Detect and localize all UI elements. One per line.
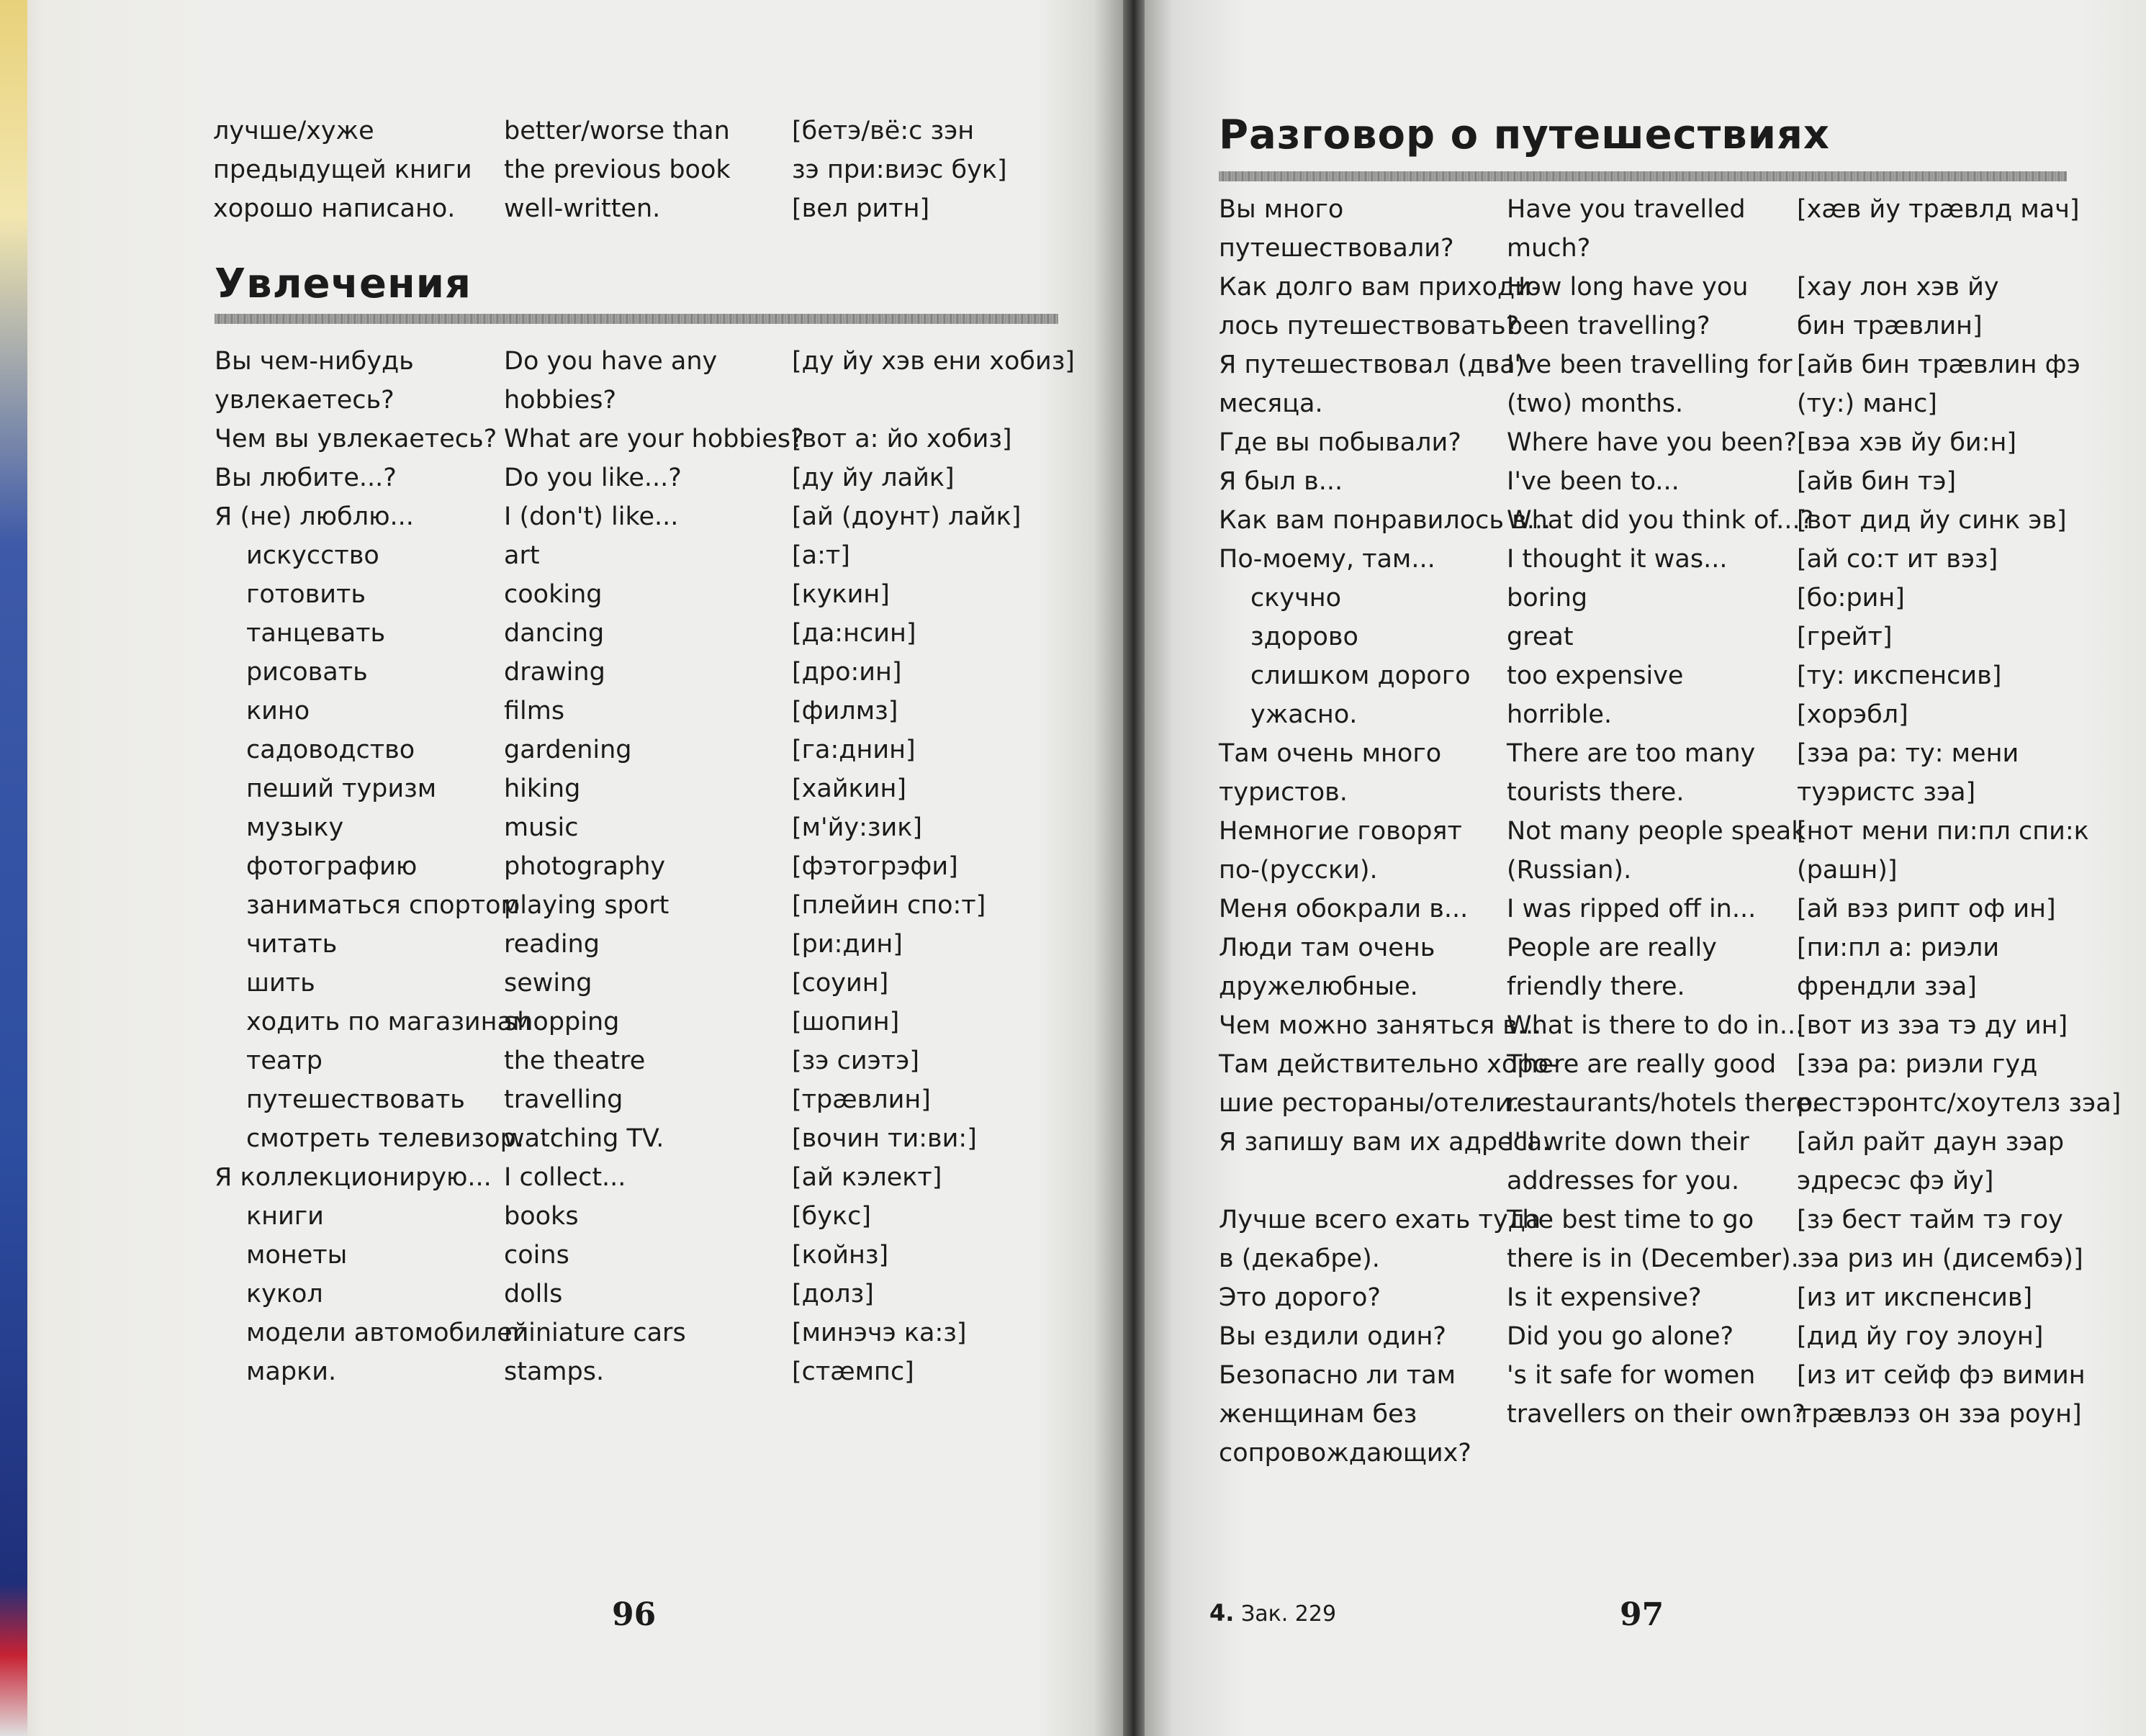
russian-phrase: по-(русски). xyxy=(1219,856,1378,885)
russian-phrase: музыку xyxy=(246,813,344,842)
transcription: [грейт] xyxy=(1797,623,1893,651)
russian-phrase: модели автомобилей xyxy=(246,1319,529,1347)
russian-phrase: Я (не) люблю... xyxy=(215,502,414,531)
russian-phrase: По-моему, там... xyxy=(1219,545,1435,574)
left-intro-ru-column xyxy=(213,112,472,228)
russian-phrase: театр xyxy=(246,1046,323,1075)
russian-phrase: Там очень много xyxy=(1219,739,1442,768)
english-phrase: Is it expensive? xyxy=(1507,1283,1702,1312)
transcription: [вот из зэа тэ ду ин] xyxy=(1797,1011,2068,1040)
transcription: зэа риз ин (дисембэ)] xyxy=(1797,1244,2083,1273)
english-phrase: I (don't) like... xyxy=(504,502,679,531)
page-number-left: 96 xyxy=(612,1596,657,1633)
russian-phrase: Чем можно заняться в... xyxy=(1219,1011,1542,1040)
section-rule xyxy=(1219,171,2067,181)
transcription: [га:днин] xyxy=(792,736,916,764)
russian-phrase: шие рестораны/отели. xyxy=(1219,1089,1520,1118)
transcription: [хайкин] xyxy=(792,774,906,803)
english-phrase: I was ripped off in... xyxy=(1507,895,1757,923)
english-phrase: cooking xyxy=(504,580,603,609)
english-phrase: reading xyxy=(504,930,600,959)
transcription: [да:нсин] xyxy=(792,619,916,648)
russian-phrase: марки. xyxy=(246,1357,337,1386)
transcription: [дид йу гоу элоун] xyxy=(1797,1322,2044,1351)
transcription xyxy=(1797,229,2142,268)
transcription: [дро:ин] xyxy=(792,658,902,687)
russian-phrase: Вы чем-нибудь xyxy=(215,347,414,376)
english-phrase: There are too many xyxy=(1507,739,1756,768)
transcription: [стæмпс] xyxy=(792,1357,914,1386)
transcription xyxy=(1797,1434,2142,1473)
english-phrase: the previous book xyxy=(504,155,731,184)
section-rule xyxy=(215,314,1058,324)
english-phrase: art xyxy=(504,541,540,570)
english-phrase: I thought it was... xyxy=(1507,545,1728,574)
russian-phrase: смотреть телевизор. xyxy=(246,1124,524,1153)
english-phrase: (two) months. xyxy=(1507,389,1684,418)
transcription: зэ при:виэс бук] xyxy=(792,155,1007,184)
transcription: [хæв йу трæвлд мач] xyxy=(1797,195,2080,224)
russian-phrase: Как вам понравилось в... xyxy=(1219,506,1551,535)
transcription: (рашн)] xyxy=(1797,856,1898,885)
russian-phrase: в (декабре). xyxy=(1219,1244,1380,1273)
section-title-travel: Разговор о путешествиях xyxy=(1219,112,1831,158)
english-phrase: watching TV. xyxy=(504,1124,664,1153)
english-phrase: addresses for you. xyxy=(1507,1167,1740,1195)
transcription: бин трæвлин] xyxy=(1797,312,1983,340)
transcription: [плейин спо:т] xyxy=(792,891,986,920)
book-gutter xyxy=(1123,0,1145,1736)
english-phrase: Do you like...? xyxy=(504,464,682,492)
russian-phrase: садоводство xyxy=(246,736,415,764)
transcription: [из ит икспенсив] xyxy=(1797,1283,2033,1312)
transcription: [айв бин тэ] xyxy=(1797,467,1957,496)
russian-phrase: рисовать xyxy=(246,658,368,687)
russian-phrase: лучше/хуже xyxy=(213,117,374,145)
english-phrase: I've been travelling for xyxy=(1507,351,1793,379)
transcription: [бетэ/вё:с зэн xyxy=(792,117,975,145)
russian-phrase: Я коллекционирую... xyxy=(215,1163,492,1192)
russian-phrase: Немногие говорят xyxy=(1219,817,1462,846)
transcription: [трæвлин] xyxy=(792,1085,931,1114)
english-phrase: well-written. xyxy=(504,194,661,223)
transcription: [вот дид йу синк эв] xyxy=(1797,506,2067,535)
transcription: [вел ритн] xyxy=(792,194,930,223)
transcription: [зэа ра: риэли гуд xyxy=(1797,1050,2038,1079)
transcription: [м'йу:зик] xyxy=(792,813,923,842)
english-phrase: horrible. xyxy=(1507,700,1613,729)
section-title-hobbies: Увлечения xyxy=(215,261,472,307)
russian-phrase: читать xyxy=(246,930,338,959)
russian-phrase: дружелюбные. xyxy=(1219,972,1418,1001)
russian-phrase: кино xyxy=(246,697,310,725)
english-phrase: Did you go alone? xyxy=(1507,1322,1734,1351)
russian-phrase: путешествовали? xyxy=(1219,234,1454,263)
russian-phrase: Я запишу вам их адреса. xyxy=(1219,1128,1551,1157)
english-phrase: dancing xyxy=(504,619,605,648)
russian-phrase: Безопасно ли там xyxy=(1219,1361,1456,1390)
transcription: [зэ сиэтэ] xyxy=(792,1046,920,1075)
printing-mark-number: 4. xyxy=(1209,1599,1235,1627)
right-page xyxy=(1145,0,2146,1736)
russian-phrase: Лучше всего ехать туда xyxy=(1219,1206,1541,1234)
english-phrase: coins xyxy=(504,1241,569,1270)
page-number-right: 97 xyxy=(1620,1596,1664,1633)
russian-phrase: кукол xyxy=(246,1280,323,1308)
transcription: [ай со:т ит вэз] xyxy=(1797,545,1998,574)
transcription: [ай вэз рипт оф ин] xyxy=(1797,895,2056,923)
transcription: [зэ бест тайм тэ гоу xyxy=(1797,1206,2063,1234)
english-phrase: Do you have any xyxy=(504,347,718,376)
transcription: [хау лон хэв йу xyxy=(1797,273,1999,302)
english-phrase: travellers on their own? xyxy=(1507,1400,1805,1429)
english-phrase: tourists there. xyxy=(1507,778,1685,807)
russian-phrase: фотографию xyxy=(246,852,418,881)
transcription: [ду йу хэв ени хобиз] xyxy=(792,347,1075,376)
english-phrase: too expensive xyxy=(1507,661,1684,690)
russian-phrase: туристов. xyxy=(1219,778,1348,807)
transcription: [долз] xyxy=(792,1280,874,1308)
english-phrase: stamps. xyxy=(504,1357,605,1386)
printing-mark-text: Зак. 229 xyxy=(1240,1601,1337,1627)
english-phrase: shopping xyxy=(504,1008,620,1036)
transcription: рестэронтс/хоутелз зэа] xyxy=(1797,1089,2122,1118)
english-phrase: sewing xyxy=(504,969,592,998)
english-phrase: Where have you been? xyxy=(1507,428,1798,457)
english-phrase: restaurants/hotels there. xyxy=(1507,1089,1820,1118)
english-phrase: Have you travelled xyxy=(1507,195,1746,224)
transcription: [соуин] xyxy=(792,969,889,998)
english-phrase: hiking xyxy=(504,774,581,803)
left-en-column xyxy=(504,342,804,1391)
english-phrase: dolls xyxy=(504,1280,563,1308)
russian-phrase: искусство xyxy=(246,541,379,570)
transcription: [из ит сейф фэ вимин xyxy=(1797,1361,2086,1390)
transcription: [зэа ра: ту: мени xyxy=(1797,739,2019,768)
russian-phrase: Где вы побывали? xyxy=(1219,428,1461,457)
printing-mark xyxy=(1209,1599,1336,1627)
english-phrase: travelling xyxy=(504,1085,623,1114)
transcription: туэристс зэа] xyxy=(1797,778,1976,807)
english-phrase: better/worse than xyxy=(504,117,730,145)
transcription: (ту:) манс] xyxy=(1797,389,1937,418)
english-phrase: drawing xyxy=(504,658,605,687)
transcription: [ай кэлект] xyxy=(792,1163,942,1192)
russian-phrase: скучно xyxy=(1250,584,1342,612)
english-phrase: gardening xyxy=(504,736,632,764)
russian-phrase: месяца. xyxy=(1219,389,1323,418)
russian-phrase: женщинам без xyxy=(1219,1400,1417,1429)
russian-phrase: Вы любите...? xyxy=(215,464,397,492)
english-phrase: People are really xyxy=(1507,933,1717,962)
english-phrase: films xyxy=(504,697,565,725)
russian-phrase: сопровождающих? xyxy=(1219,1439,1471,1468)
russian-phrase: пеший туризм xyxy=(246,774,437,803)
russian-phrase: заниматься спортом xyxy=(246,891,520,920)
english-phrase: What did you think of...? xyxy=(1507,506,1814,535)
russian-phrase: Я был в... xyxy=(1219,467,1343,496)
transcription: трæвлэз он зэа роун] xyxy=(1797,1400,2082,1429)
transcription: [хорэбл] xyxy=(1797,700,1908,729)
transcription: [кукин] xyxy=(792,580,890,609)
transcription: [филмз] xyxy=(792,697,898,725)
right-en-column xyxy=(1507,190,1820,1473)
russian-phrase: Вы много xyxy=(1219,195,1344,224)
transcription: [букс] xyxy=(792,1202,871,1231)
english-phrase: What are your hobbies? xyxy=(504,425,804,453)
english-phrase: great xyxy=(1507,623,1574,651)
transcription: [нот мени пи:пл спи:к xyxy=(1797,817,2089,846)
english-phrase: photography xyxy=(504,852,666,881)
transcription: [вот а: йо хобиз] xyxy=(792,425,1012,453)
left-intro-en-column xyxy=(504,112,777,228)
english-phrase: miniature cars xyxy=(504,1319,686,1347)
russian-phrase: готовить xyxy=(246,580,366,609)
english-phrase: 's it safe for women xyxy=(1507,1361,1756,1390)
russian-phrase: Чем вы увлекаетесь? xyxy=(215,425,497,453)
english-phrase xyxy=(1507,1434,1795,1473)
english-phrase: Not many people speak xyxy=(1507,817,1806,846)
transcription: [айл райт даун зэар xyxy=(1797,1128,2065,1157)
russian-phrase: лось путешествовать? xyxy=(1219,312,1520,340)
russian-phrase: ходить по магазинам xyxy=(246,1008,532,1036)
transcription: [ту: икспенсив] xyxy=(1797,661,2002,690)
transcription: френдли зэа] xyxy=(1797,972,1977,1001)
transcription: [койнз] xyxy=(792,1241,889,1270)
english-phrase: There are really good xyxy=(1507,1050,1777,1079)
transcription: [а:т] xyxy=(792,541,850,570)
english-phrase: friendly there. xyxy=(1507,972,1685,1001)
transcription: [фэтогрэфи] xyxy=(792,852,958,881)
english-phrase: What is there to do in... xyxy=(1507,1011,1804,1040)
russian-phrase: Я путешествовал (два) xyxy=(1219,351,1525,379)
left-intro-tr-column xyxy=(792,112,1080,228)
right-tr-column xyxy=(1797,190,2142,1473)
russian-phrase: путешествовать xyxy=(246,1085,465,1114)
transcription: [ай (доунт) лайк] xyxy=(792,502,1022,531)
russian-phrase: увлекаетесь? xyxy=(215,386,395,415)
english-phrase: playing sport xyxy=(504,891,670,920)
english-phrase: boring xyxy=(1507,584,1588,612)
transcription: эдресэс фэ йу] xyxy=(1797,1167,1994,1195)
transcription: [ду йу лайк] xyxy=(792,464,955,492)
english-phrase: I've been to... xyxy=(1507,467,1680,496)
transcription: [шопин] xyxy=(792,1008,900,1036)
english-phrase: been travelling? xyxy=(1507,312,1710,340)
transcription: [вочин ти:ви:] xyxy=(792,1124,977,1153)
english-phrase: much? xyxy=(1507,234,1591,263)
russian-phrase: книги xyxy=(246,1202,324,1231)
russian-phrase: здорово xyxy=(1250,623,1358,651)
transcription: [айв бин трæвлин фэ xyxy=(1797,351,2080,379)
transcription: [пи:пл а: риэли xyxy=(1797,933,2000,962)
russian-phrase: хорошо написано. xyxy=(213,194,456,223)
transcription xyxy=(792,381,1094,420)
russian-phrase: ужасно. xyxy=(1250,700,1358,729)
english-phrase: books xyxy=(504,1202,579,1231)
transcription: [ри:дин] xyxy=(792,930,903,959)
english-phrase: there is in (December). xyxy=(1507,1244,1799,1273)
russian-phrase: Это дорого? xyxy=(1219,1283,1381,1312)
english-phrase: How long have you xyxy=(1507,273,1749,302)
russian-phrase: Там действительно хоро- xyxy=(1219,1050,1558,1079)
russian-phrase: Как долго вам приходи- xyxy=(1219,273,1541,302)
english-phrase: the theatre xyxy=(504,1046,646,1075)
transcription: [вэа хэв йу би:н] xyxy=(1797,428,2016,457)
left-tr-column xyxy=(792,342,1094,1391)
english-phrase: music xyxy=(504,813,579,842)
russian-phrase xyxy=(1219,1162,1507,1201)
russian-phrase: слишком дорого xyxy=(1250,661,1471,690)
russian-phrase: танцевать xyxy=(246,619,386,648)
english-phrase: The best time to go xyxy=(1507,1206,1754,1234)
transcription: [минэчэ ка:з] xyxy=(792,1319,967,1347)
russian-phrase: шить xyxy=(246,969,315,998)
russian-phrase: Люди там очень xyxy=(1219,933,1435,962)
russian-phrase: Вы ездили один? xyxy=(1219,1322,1446,1351)
english-phrase: (Russian). xyxy=(1507,856,1632,885)
english-phrase: I collect... xyxy=(504,1163,626,1192)
russian-phrase: предыдущей книги xyxy=(213,155,472,184)
book-edge-strip xyxy=(0,0,27,1736)
english-phrase: I'll write down their xyxy=(1507,1128,1749,1157)
russian-phrase: монеты xyxy=(246,1241,348,1270)
russian-phrase: Меня обокрали в... xyxy=(1219,895,1469,923)
transcription: [бо:рин] xyxy=(1797,584,1905,612)
english-phrase: hobbies? xyxy=(504,386,617,415)
